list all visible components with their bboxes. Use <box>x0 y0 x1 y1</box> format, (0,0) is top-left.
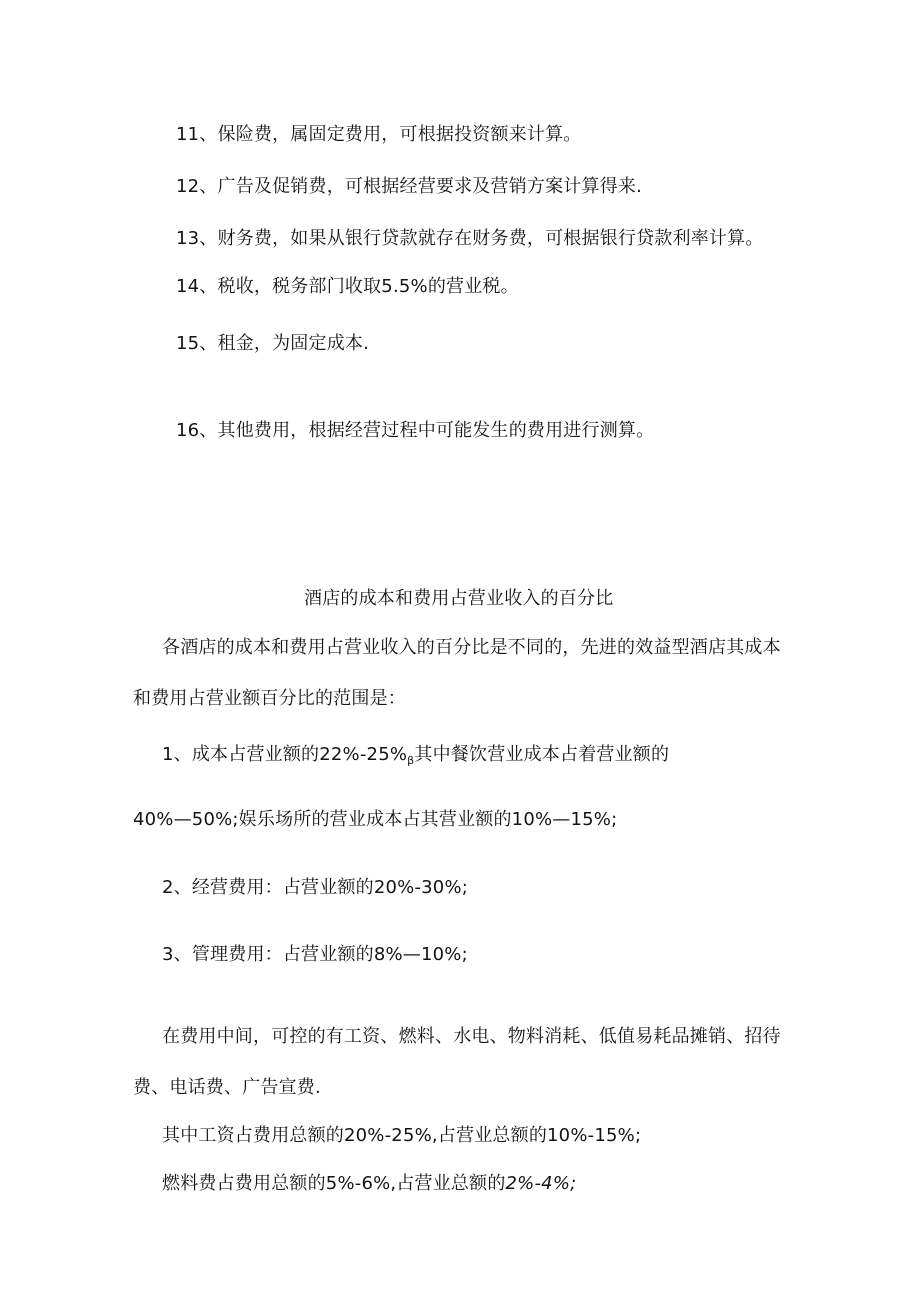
controllable-line-2: 费、电话费、广告宣费. <box>133 1077 321 1098</box>
range-item-3: 3、管理费用：占营业额的8%—10%; <box>162 944 468 965</box>
range-item-1-part-a: 1、成本占营业额的22%-25% <box>162 744 408 765</box>
range-item-1-part-b: 其中餐饮营业成本占着营业额的 <box>414 744 670 765</box>
controllable-line-1: 在费用中间，可控的有工资、燃料、水电、物料消耗、低值易耗品摊销、招待 <box>162 1026 781 1047</box>
range-item-1-continued: 40%—50%;娱乐场所的营业成本占其营业额的10%—15%; <box>133 809 618 830</box>
list-item-13: 13、财务费，如果从银行贷款就存在财务费，可根据银行贷款利率计算。 <box>176 228 764 249</box>
list-item-15: 15、租金，为固定成本. <box>176 333 370 354</box>
fuel-line-part-b: 2%-4%; <box>505 1173 577 1194</box>
wages-line: 其中工资占费用总额的20%-25%,占营业总额的10%-15%; <box>162 1125 642 1146</box>
range-item-1-sub: β <box>407 754 415 767</box>
intro-line-2: 和费用占营业额百分比的范围是： <box>133 688 406 709</box>
fuel-line <box>162 1172 576 1196</box>
range-item-1 <box>162 743 669 773</box>
fuel-line-part-a: 燃料费占费用总额的5%-6%,占营业总额的 <box>162 1173 506 1194</box>
list-item-14: 14、税收，税务部门收取5.5%的营业税。 <box>176 276 519 297</box>
list-item-12: 12、广告及促销费，可根据经营要求及营销方案计算得来. <box>176 176 643 197</box>
list-item-11: 11、保险费，属固定费用，可根据投资额来计算。 <box>176 124 582 145</box>
list-item-16: 16、其他费用，根据经营过程中可能发生的费用进行测算。 <box>176 420 655 441</box>
section-title: 酒店的成本和费用占营业收入的百分比 <box>304 588 614 609</box>
intro-line-1: 各酒店的成本和费用占营业收入的百分比是不同的，先进的效益型酒店其成本 <box>162 637 781 658</box>
range-item-2: 2、经营费用：占营业额的20%-30%; <box>162 877 469 898</box>
